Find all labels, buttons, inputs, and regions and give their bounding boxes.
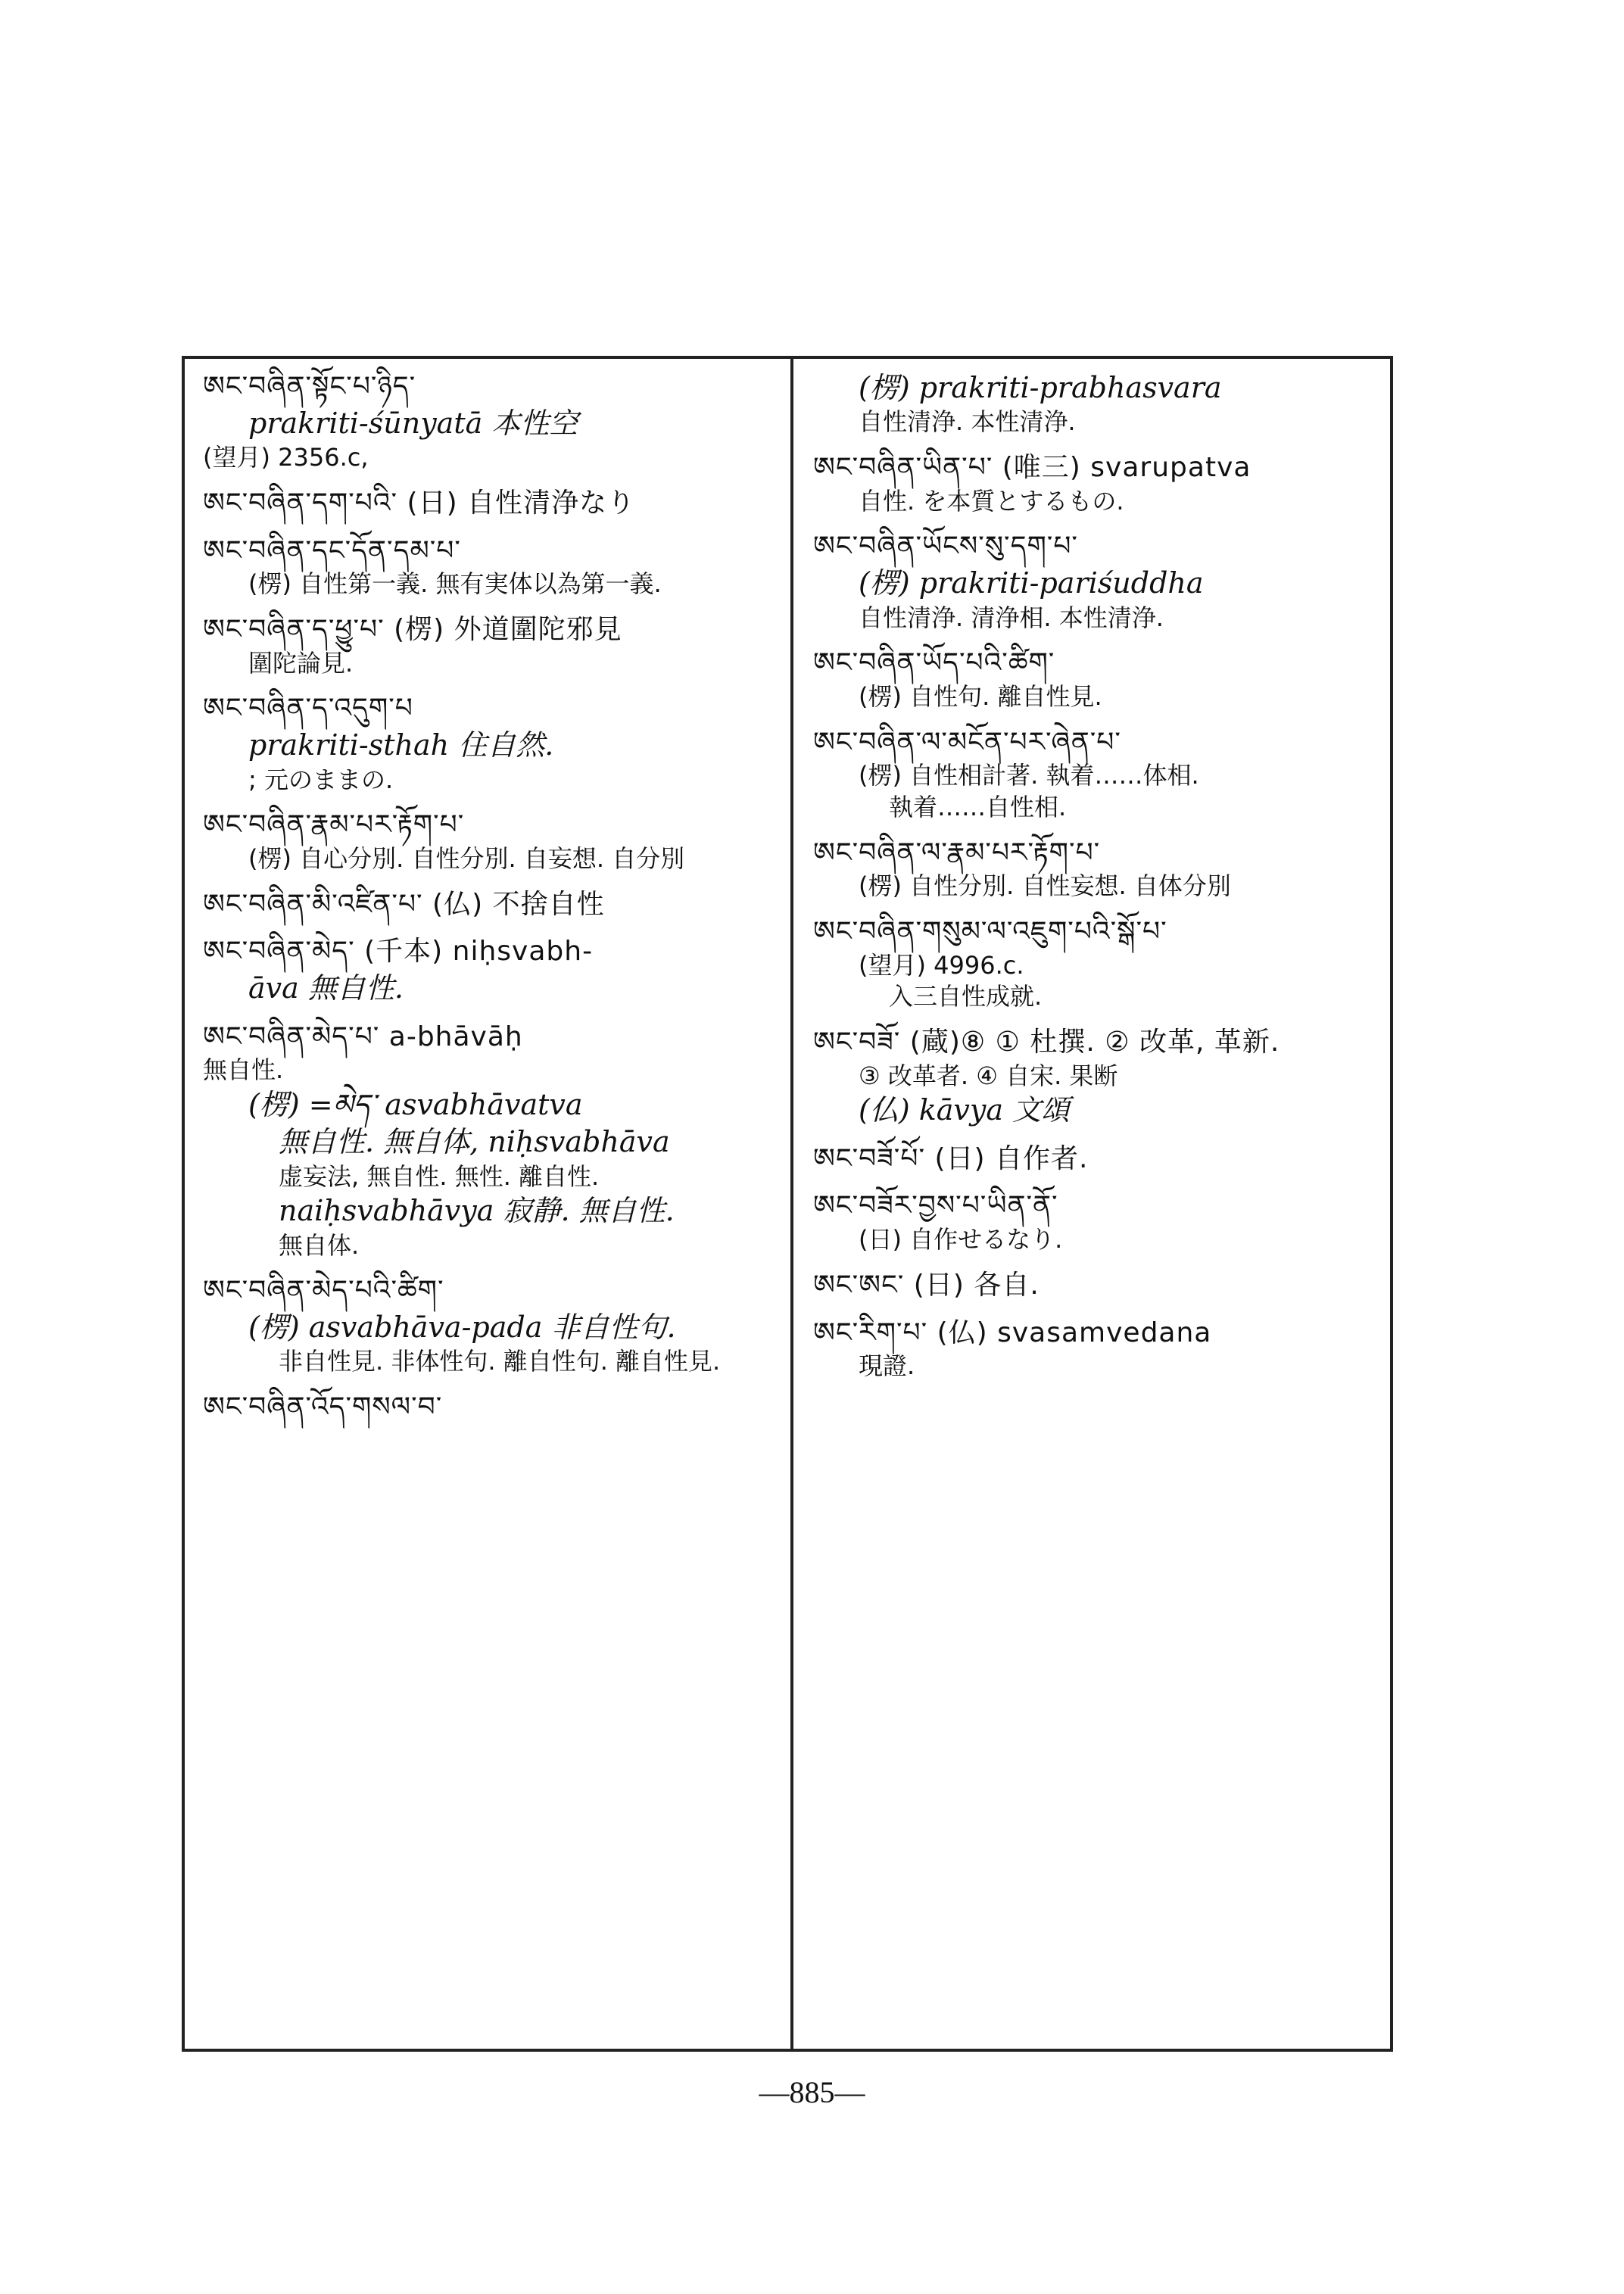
page-number: —885— bbox=[759, 2075, 865, 2109]
entry-line: (楞) prakriti-prabhasvara bbox=[859, 371, 1222, 404]
entry-line: (楞) 自心分別. 自性分別. 自妄想. 自分別 bbox=[248, 843, 685, 873]
dictionary-entry bbox=[203, 486, 778, 522]
entry-line: prakriti-śūnyatā 本性空 bbox=[248, 406, 578, 440]
entry-line: ཨང་བཞིན་ད་འདུག་པ bbox=[203, 693, 413, 725]
entry-line: (楞) asvabhāva-pada 非自性句. bbox=[248, 1311, 676, 1345]
entry-line: ཨང་བཞིན་ལ་མངོན་པར་ཞེན་པ་ bbox=[813, 726, 1121, 758]
entry-line: 虚妄法, 無自性. 無性. 離自性. bbox=[279, 1161, 600, 1191]
right-column bbox=[813, 369, 1381, 2038]
dictionary-entry bbox=[813, 1316, 1381, 1382]
entry-line: ཨང་བཞིན་དག་པའི་ (日) 自性清浄なり bbox=[203, 487, 636, 519]
entry-line: ཨང་བཞིན་གསུམ་ལ་འཇུག་པའི་སྒོ་པ་ bbox=[813, 915, 1167, 947]
entry-line: āva 無自性. bbox=[248, 971, 404, 1005]
entry-line: ཨང་བཞིན་ཡོད་པའི་ཚིག་ bbox=[813, 647, 1055, 679]
entry-line: (望月) 2356.c, bbox=[203, 443, 369, 472]
entry-line: ③ 改革者. ④ 自宋. 果断 bbox=[859, 1061, 1118, 1090]
entry-line: (仏) kāvya 文頌 bbox=[859, 1093, 1071, 1127]
dictionary-entry bbox=[813, 646, 1381, 712]
dictionary-entry bbox=[813, 836, 1381, 902]
dictionary-entry bbox=[203, 808, 778, 874]
entry-line: ཨང་བཞིན་མེད་པའི་ཚིག་ bbox=[203, 1275, 444, 1307]
entry-line: 現證. bbox=[859, 1351, 915, 1381]
entry-line: 入三自性成就. bbox=[889, 982, 1043, 1011]
entry-line: (楞) prakriti-pariśuddha bbox=[859, 566, 1204, 600]
entry-line: 自性清浄. 本性清浄. bbox=[859, 407, 1076, 437]
entry-line: 非自性見. 非体性句. 離自性句. 離自性見. bbox=[279, 1347, 721, 1376]
entry-line: ཨང་བཟོ་པོ་ (日) 自作者. bbox=[813, 1142, 1089, 1174]
entry-line: 無自体. bbox=[279, 1230, 360, 1260]
entry-line: ཨང་བཟོ་ (蔵)⑧ ① 杜撰. ② 改革, 革新. bbox=[813, 1026, 1280, 1058]
dictionary-entry bbox=[203, 1020, 778, 1262]
entry-line: ཨང་ཨང་ (日) 各自. bbox=[813, 1269, 1040, 1301]
entry-line: ཨང་རིག་པ་ (仏) svasamvedana bbox=[813, 1317, 1212, 1348]
dictionary-entry bbox=[813, 450, 1381, 517]
entry-line: ཨང་བཞིན་ད་ཕྱུ་པ་ (楞) 外道圍陀邪見 bbox=[203, 613, 622, 645]
dictionary-frame bbox=[182, 356, 1393, 2052]
dictionary-entry bbox=[203, 887, 778, 923]
dictionary-entry bbox=[813, 1142, 1381, 1177]
left-column bbox=[203, 369, 778, 2038]
entry-line: (楞) 自性第一義. 無有実体以為第一義. bbox=[248, 569, 662, 599]
entry-line: (望月) 4996.c. bbox=[859, 950, 1024, 980]
dictionary-entry bbox=[203, 369, 778, 474]
entry-line: (楞) 自性句. 離自性見. bbox=[859, 681, 1102, 711]
entry-line: ཨང་བཞིན་སྟོང་པ་ཉིད་ bbox=[203, 371, 416, 402]
entry-line: ཨང་བཞིན་རྣམ་པར་རྟོག་པ་ bbox=[203, 809, 465, 841]
dictionary-entry bbox=[813, 529, 1381, 634]
dictionary-entry bbox=[203, 934, 778, 1007]
entry-line: ཨང་བཞིན་འོད་གསལ་བ་ bbox=[203, 1392, 443, 1423]
entry-line: prakriti-sthah 住自然. bbox=[248, 728, 554, 762]
entry-line: ཨང་བཞིན་མེད་པ་ a-bhāvāḥ bbox=[203, 1021, 523, 1052]
dictionary-entry bbox=[203, 691, 778, 796]
dictionary-entry bbox=[203, 1273, 778, 1378]
dictionary-entry bbox=[203, 612, 778, 679]
dictionary-entry bbox=[203, 534, 778, 600]
entry-line: naiḥsvabhāvya 寂静. 無自性. bbox=[279, 1194, 675, 1228]
entry-line: ཨང་བཞིན་ཡིན་པ་ (唯三) svarupatva bbox=[813, 451, 1252, 483]
entry-line: ཨང་བཞིན་མེད་ (千本) niḥsvabh- bbox=[203, 936, 594, 968]
entry-line: 自性. を本質とするもの. bbox=[859, 486, 1124, 516]
column-divider bbox=[790, 356, 793, 2052]
dictionary-entry bbox=[813, 725, 1381, 824]
entry-line: ཨང་བཞིན་མི་འཛིན་པ་ (仏) 不捨自性 bbox=[203, 888, 605, 920]
dictionary-entry bbox=[813, 369, 1381, 438]
dictionary-entry bbox=[813, 1025, 1381, 1130]
entry-line: 執着……自性相. bbox=[889, 792, 1067, 821]
entry-line: (楞) =མེད་ asvabhāvatva bbox=[248, 1087, 583, 1121]
entry-line: 無自性. bbox=[203, 1055, 284, 1085]
entry-line: ཨང་བཞིན་དང་དོན་དམ་པ་ bbox=[203, 535, 461, 566]
entry-line: 自性清浄. 清浄相. 本性清浄. bbox=[859, 603, 1164, 632]
entry-line: (楞) 自性相計著. 執着……体相. bbox=[859, 761, 1199, 790]
dictionary-entry bbox=[203, 1390, 778, 1426]
dictionary-entry bbox=[813, 1268, 1381, 1304]
entry-line: 無自性. 無自体, niḥsvabhāva bbox=[279, 1125, 670, 1159]
entry-line: 圍陀論見. bbox=[248, 648, 354, 678]
entry-line: ཨང་བཞིན་ལ་རྣམ་པར་རྟོག་པ་ bbox=[813, 837, 1101, 868]
dictionary-entry bbox=[813, 915, 1381, 1013]
entry-line: ཨང་བཞིན་ཡོངས་སུ་དག་པ་ bbox=[813, 531, 1078, 563]
entry-line: (楞) 自性分別. 自性妄想. 自体分別 bbox=[859, 871, 1231, 901]
entry-line: (日) 自作せるなり. bbox=[859, 1225, 1063, 1255]
dictionary-entry bbox=[813, 1189, 1381, 1255]
entry-line: ; 元のままの. bbox=[248, 765, 394, 794]
entry-line: ཨང་བཟོར་བྱས་པ་ཡིན་ནོ་ bbox=[813, 1190, 1058, 1222]
